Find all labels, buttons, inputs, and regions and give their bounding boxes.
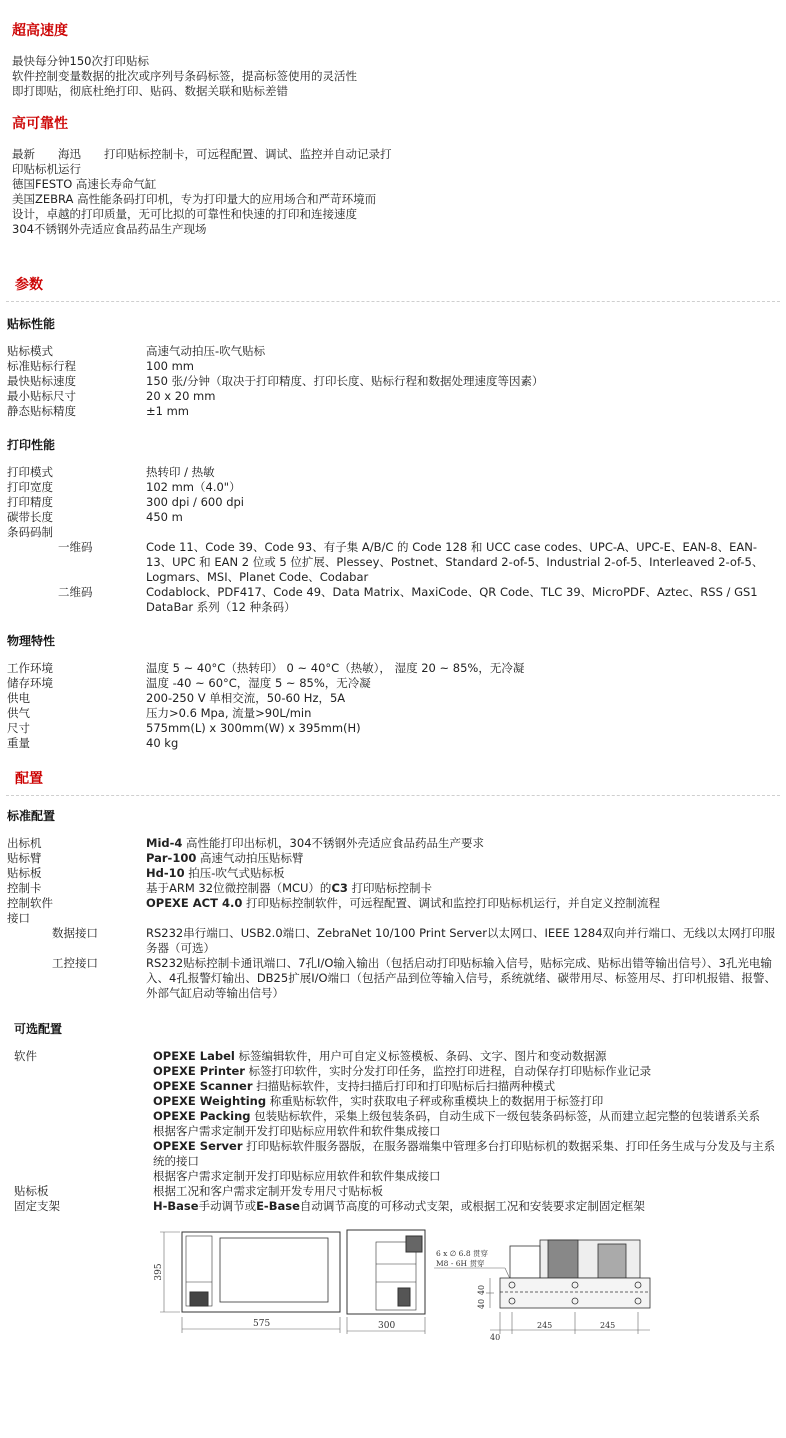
spec-value: 100 mm	[146, 359, 195, 373]
model-name: Mid-4	[146, 836, 183, 850]
spec-label: 碳带长度	[7, 510, 53, 524]
spec-label: 打印宽度	[7, 480, 53, 494]
dim-245: 245	[537, 1321, 553, 1330]
spec-value: ±1 mm	[146, 404, 190, 418]
software-desc: 称重贴标软件，实时获取电子秤或称重模块上的数据用于标签打印	[266, 1094, 604, 1108]
speed-line: 软件控制变量数据的批次或序列号条码标签，提高标签使用的灵活性	[12, 69, 357, 83]
spec-value: 450 m	[146, 510, 183, 524]
software-name: OPEXE Server	[153, 1139, 243, 1153]
model-name: OPEXE ACT 4.0	[146, 896, 243, 910]
model-name: E-Base	[256, 1199, 300, 1213]
software-desc: 根据客户需求定制开发打印贴标应用软件和软件集成接口	[153, 1169, 441, 1183]
params-heading: 参数	[15, 277, 43, 293]
software-desc: 打印贴标软件服务器版，在服务器端集中管理多台打印贴标机的数据采集、打印任务生成与分发及与主系统的接口	[153, 1139, 776, 1168]
software-item	[153, 1169, 781, 1184]
spec-value: 40 kg	[146, 736, 179, 750]
config-desc: 打印贴标控制卡	[347, 881, 433, 895]
spec-label: 尺寸	[7, 721, 30, 735]
config-value	[146, 881, 781, 896]
config-desc: 打印贴标控制软件，可远程配置、调试和监控打印贴标机运行，并自定义控制流程	[242, 896, 661, 910]
reliability-line: 设计，卓越的打印质量，无可比拟的可靠性和快速的打印和连接速度	[12, 207, 357, 221]
physical-title: 物理特性	[7, 634, 56, 648]
config-label: 控制软件	[7, 896, 53, 910]
spec-label: 储存环境	[7, 676, 53, 690]
software-item	[153, 1079, 781, 1094]
config-label: 出标机	[7, 836, 42, 850]
software-desc: 标签打印软件，实时分发打印任务，监控打印进程，自动保存打印贴标作业记录	[244, 1064, 652, 1078]
stand-mid: 手动调节或	[198, 1199, 257, 1213]
spec-label: 静态贴标精度	[7, 404, 76, 418]
reliability-line: 最新 海迅 打印贴标控制卡，可远程配置、调试、监控并自动记录打	[12, 147, 392, 161]
software-name: OPEXE Weighting	[153, 1094, 267, 1108]
ctrl-port-label: 工控接口	[52, 956, 98, 970]
stand-desc: 自动调节高度的可移动式支架，或根据工况和安装要求定制固定框架	[299, 1199, 645, 1213]
software-item	[153, 1139, 781, 1169]
data-port-label: 数据接口	[52, 926, 98, 940]
software-name: OPEXE Label	[153, 1049, 235, 1063]
divider	[6, 301, 780, 302]
software-label: 软件	[14, 1049, 37, 1063]
side-view	[347, 1230, 425, 1314]
labeling-title: 贴标性能	[7, 317, 56, 331]
software-item	[153, 1094, 781, 1109]
config-heading: 配置	[15, 771, 43, 787]
reliability-heading: 高可靠性	[12, 116, 68, 132]
dim-40: 40	[490, 1333, 501, 1342]
config-prefix: 基于ARM 32位微控制器（MCU）的	[146, 881, 332, 895]
model-name: C3	[331, 881, 348, 895]
spec-value: 温度 5 ~ 40°C（热转印） 0 ~ 40°C（热敏）， 湿度 20 ~ 85%，无冷凝	[146, 661, 525, 675]
spec-value: 300 dpi / 600 dpi	[146, 495, 244, 509]
software-desc: 包装贴标软件，采集上级包装条码，自动生成下一级包装条码标签，从而建立起完整的包装谱系关系	[250, 1109, 761, 1123]
plate-label: 贴标板	[14, 1184, 49, 1198]
software-name: OPEXE Scanner	[153, 1079, 253, 1093]
software-desc: 扫描贴标软件，支持扫描后打印和打印贴标后扫描两种模式	[252, 1079, 556, 1093]
front-view	[182, 1232, 340, 1312]
ctrl-port-value: RS232贴标控制卡通讯端口、7孔I/O输入输出（包括启动打印贴标输入信号，贴标完成、贴标出错等输出信号）、3孔光电输入、4孔报警灯输出、DB25扩展I/O端口（包括产品到位等输入信号，系统就绪、碳带用尽、标签用尽、打印机报错、报警、外部气缸启动等输出信号）	[146, 956, 777, 1000]
spec-value: 压力>0.6 Mpa, 流量>90L/min	[146, 706, 312, 720]
config-desc: 高速气动拍压贴标臂	[196, 851, 304, 865]
hole-note: M8 - 6H 贯穿	[436, 1259, 485, 1268]
software-item	[153, 1049, 781, 1064]
speed-line: 即打即贴，彻底杜绝打印、贴码、数据关联和贴标差错	[12, 84, 288, 98]
reliability-line: 304不锈钢外壳适应食品药品生产现场	[12, 222, 207, 236]
software-item	[153, 1109, 781, 1124]
stand-label: 固定支架	[14, 1199, 60, 1213]
model-name: H-Base	[153, 1199, 199, 1213]
config-value	[146, 866, 781, 881]
config-label: 贴标臂	[7, 851, 42, 865]
spec-label: 打印精度	[7, 495, 53, 509]
config-value	[146, 836, 781, 851]
reliability-line: 印贴标机运行	[12, 162, 81, 176]
spec-value: 575mm(L) x 300mm(W) x 395mm(H)	[146, 721, 361, 735]
spec-label: 最快贴标速度	[7, 374, 76, 388]
spec-label: 工作环境	[7, 661, 53, 675]
spec-label: 重量	[7, 736, 30, 750]
stand-value	[153, 1199, 781, 1214]
data-port-value: RS232串行端口、USB2.0端口、ZebraNet 10/100 Print Server以太网口、IEEE 1284双向并行端口、无线以太网打印服务器（可选）	[146, 926, 776, 955]
spec-value: 热转印 / 热敏	[146, 465, 215, 479]
software-name: OPEXE Packing	[153, 1109, 251, 1123]
spec-value: 102 mm（4.0"）	[146, 480, 241, 494]
dim-height: 395	[154, 1263, 164, 1281]
config-value	[146, 896, 781, 911]
standard-title: 标准配置	[7, 809, 56, 823]
spec-value: 20 x 20 mm	[146, 389, 216, 403]
optional-title: 可选配置	[14, 1022, 63, 1036]
software-item	[153, 1124, 781, 1139]
spec-label: 供气	[7, 706, 30, 720]
model-name: Par-100	[146, 851, 197, 865]
barcode-1d-label: 一维码	[58, 540, 93, 554]
barcode-2d-label: 二维码	[58, 585, 93, 599]
spec-value: 高速气动拍压-吹气贴标	[146, 344, 266, 358]
software-desc: 根据客户需求定制开发打印贴标应用软件和软件集成接口	[153, 1124, 441, 1138]
config-value	[146, 851, 781, 866]
model-name: Hd-10	[146, 866, 185, 880]
hole-note: 6 x ∅ 6.8 贯穿	[436, 1249, 488, 1258]
barcode-2d-value: Codablock、PDF417、Code 49、Data Matrix、MaxiCode、QR Code、TLC 39、MicroPDF、Aztec、RSS / GS1 DataBar 系列（12 种条码）	[146, 585, 758, 614]
config-label: 控制卡	[7, 881, 42, 895]
software-name: OPEXE Printer	[153, 1064, 245, 1078]
dim-40: 40	[477, 1298, 486, 1310]
spec-label: 打印模式	[7, 465, 53, 479]
config-desc: 高性能打印出标机，304不锈钢外壳适应食品药品生产要求	[182, 836, 485, 850]
speed-heading: 超高速度	[12, 23, 68, 39]
barcode-label: 条码码制	[7, 525, 53, 539]
speed-line: 最快每分钟150次打印贴标	[12, 54, 149, 68]
barcode-1d-value: Code 11、Code 39、Code 93、有子集 A/B/C 的 Code 128 和 UCC case codes、UPC-A、UPC-E、EAN-8、EAN-13、UPC 和 EAN 2 位或 5 位扩展、Plessey、Postnet、Standard 2-of-5、Industrial 2-of-5、Interleaved 2-of-5、Logmars、MSI、Planet Code、Codabar	[146, 540, 764, 584]
plate-value: 根据工况和客户需求定制开发专用尺寸贴标板	[153, 1184, 383, 1198]
stand-view	[500, 1240, 650, 1308]
technical-drawing	[150, 1222, 670, 1350]
reliability-line: 美国ZEBRA 高性能条码打印机，专为打印量大的应用场合和严苛环境而	[12, 192, 377, 206]
divider	[6, 795, 780, 796]
dim-length: 575	[253, 1319, 271, 1329]
dim-width: 300	[378, 1321, 396, 1331]
config-label: 贴标板	[7, 866, 42, 880]
spec-label: 贴标模式	[7, 344, 53, 358]
spec-value: 200-250 V 单相交流，50-60 Hz，5A	[146, 691, 346, 705]
spec-value: 150 张/分钟（取决于打印精度、打印长度、贴标行程和数据处理速度等因素）	[146, 374, 544, 388]
dim-245: 245	[600, 1321, 616, 1330]
spec-label: 最小贴标尺寸	[7, 389, 76, 403]
interface-label: 接口	[7, 911, 30, 925]
spec-label: 标准贴标行程	[7, 359, 76, 373]
software-item	[153, 1064, 781, 1079]
config-desc: 拍压-吹气式贴标板	[184, 866, 285, 880]
printing-title: 打印性能	[7, 438, 56, 452]
software-desc: 标签编辑软件，用户可自定义标签模板、条码、文字、图片和变动数据源	[234, 1049, 607, 1063]
spec-label: 供电	[7, 691, 30, 705]
dim-40: 40	[477, 1284, 486, 1296]
reliability-line: 德国FESTO 高速长寿命气缸	[12, 177, 157, 191]
spec-value: 温度 -40 ~ 60°C，湿度 5 ~ 85%，无冷凝	[146, 676, 371, 690]
